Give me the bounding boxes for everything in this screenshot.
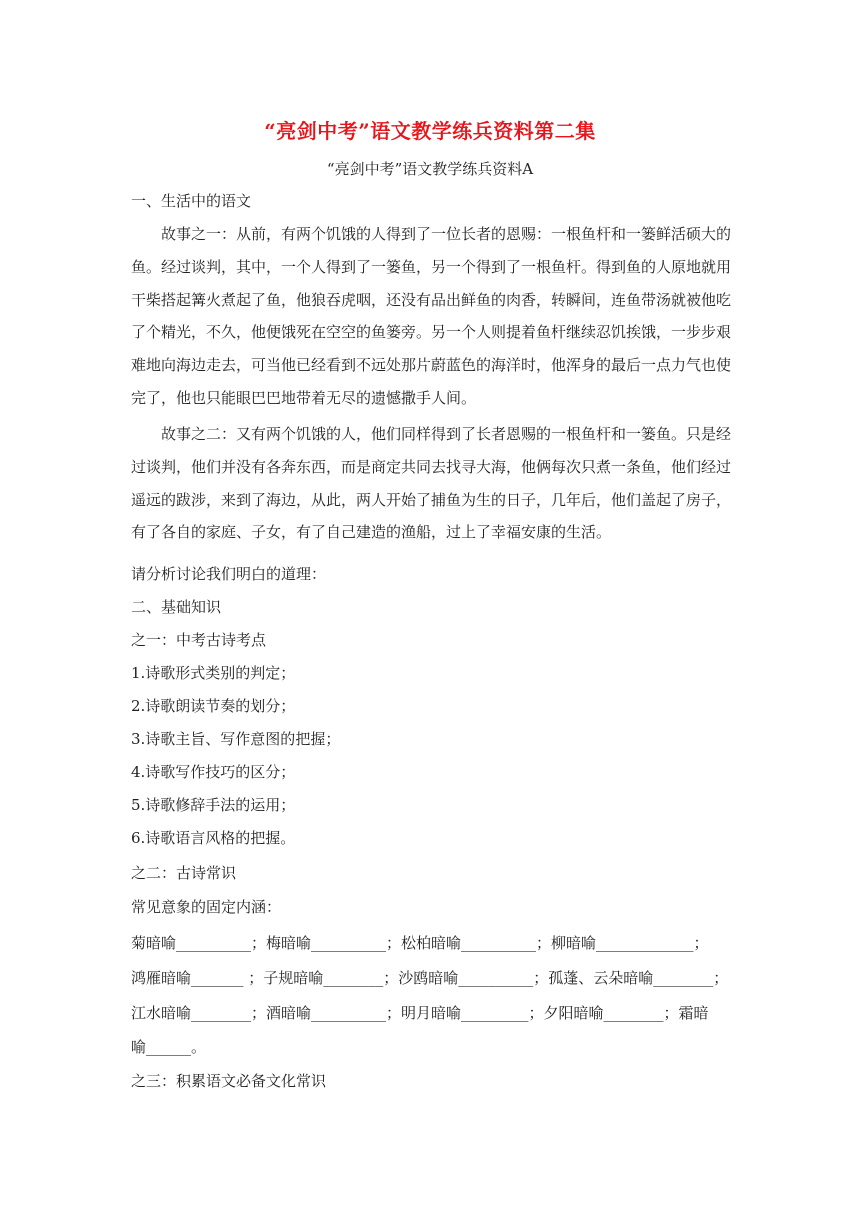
list-item: 2.诗歌朗读节奏的划分； <box>131 697 296 715</box>
section-heading-basics: 二、基础知识 <box>131 598 222 616</box>
fill-in-row: 鸿雁暗喻_______ ；子规暗喻________；沙鸥暗喻__________；孤蓬、云朵暗喻________； <box>131 969 729 987</box>
list-item: 5.诗歌修辞手法的运用； <box>131 796 296 814</box>
subheading-culture: 之三：积累语文必备文化常识 <box>131 1072 327 1090</box>
fill-in-row: 喻______。 <box>131 1038 207 1056</box>
list-item: 4.诗歌写作技巧的区分； <box>131 763 296 781</box>
document-subtitle: “亮剑中考”语文教学练兵资料A <box>326 160 534 178</box>
section-heading-life: 一、生活中的语文 <box>131 192 252 210</box>
fill-in-row: 菊暗喻__________；梅暗喻__________；松柏暗喻__________；柳暗喻_____________； <box>131 934 709 952</box>
subheading-poetry-knowledge: 之二：古诗常识 <box>131 864 237 882</box>
list-item: 3.诗歌主旨、写作意图的把握； <box>131 730 341 748</box>
story-one-paragraph: 故事之一：从前，有两个饥饿的人得到了一位长者的恩赐：一根鱼杆和一篓鲜活硕大的鱼。经过谈判，其中，一个人得到了一篓鱼，另一个得到了一根鱼杆。得到鱼的人原地就用干柴搭起篝火煮起了鱼，他狼吞虎咽，还没有品出鲜鱼的肉香，转瞬间，连鱼带汤就被他吃了个精光，不久，他便饿死在空空的鱼篓旁。另一个人则提着鱼杆继续忍饥挨饿，一步步艰难地向海边走去，可当他已经看到不远处那片蔚蓝色的海洋时，他浑身的最后一点力气也使完了，他也只能眼巴巴地带着无尽的遗憾撒手人间。 <box>131 225 732 407</box>
story-two-paragraph: 故事之二：又有两个饥饿的人，他们同样得到了长者恩赐的一根鱼杆和一篓鱼。只是经过谈判，他们并没有各奔东西，而是商定共同去找寻大海，他俩每次只煮一条鱼，他们经过遥远的跋涉，来到了海边，从此，两人开始了捕鱼为生的日子，几年后，他们盖起了房子，有了各自的家庭、子女，有了自己建造的渔船，过上了幸福安康的生活。 <box>131 425 732 542</box>
document-title: “亮剑中考”语文教学练兵资料第二集 <box>264 119 596 143</box>
imagery-intro: 常见意象的固定内涵： <box>131 898 282 916</box>
subheading-poetry-points: 之一：中考古诗考点 <box>131 631 267 649</box>
list-item: 6.诗歌语言风格的把握。 <box>131 829 296 847</box>
list-item: 1.诗歌形式类别的判定； <box>131 664 296 682</box>
discussion-prompt: 请分析讨论我们明白的道理： <box>131 565 327 583</box>
fill-in-row: 江水暗喻________；酒暗喻__________；明月暗喻_________；夕阳暗喻________；霜暗 <box>131 1004 709 1022</box>
